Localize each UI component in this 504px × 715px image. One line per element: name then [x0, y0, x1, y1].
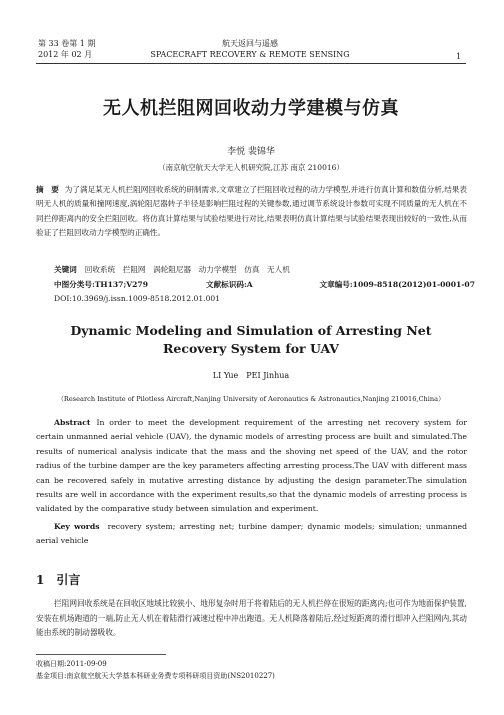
- journal-name-cn: 航天返回与遥感: [222, 39, 278, 48]
- paper-title-cn: 无人机拦阻网回收动力学建模与仿真: [103, 98, 399, 119]
- journal-name-en: SPACECRAFT RECOVERY & REMOTE SENSING: [150, 50, 350, 59]
- header-rule: [36, 63, 466, 64]
- journal-name: [130, 38, 370, 60]
- footnote-rule: [36, 654, 166, 655]
- intro-paragraph: 拦阻网回收系统是在回收区地域比较狭小、地形复杂时用于将着陆后的无人机拦停在很短的距离内;也可作为地面保护装置,安装在机场跑道的一端,防止无人机在着陆滑行减速过程中冲出跑道。无人机降落着陆后,经过短距离的滑行即冲入拦阻网内,其动能由系统的制动器吸收。: [36, 599, 467, 638]
- footnote-fund: 基金项目:南京航空航天大学基本科研业务费专项科研项目资助(NS2010227): [36, 672, 275, 680]
- keywords-text-en: recovery system; arresting net; turbine damper; dynamic models; simulation; unmanned aerial vehicle: [36, 522, 468, 546]
- authors-cn: 李悦 裴锦华: [227, 147, 275, 157]
- document-code: 文献标识码:A: [206, 280, 253, 289]
- keywords-text-cn: 回收系统 拦阻网 涡轮阻尼器 动力学模型 仿真 无人机: [84, 265, 290, 274]
- affiliation-en: （Research Institute of Pilotless Aircraft,Nanjing University of Aeronautics & Astronautics,Nanjing 210016,China）: [57, 395, 445, 403]
- footnote-received: 收稿日期:2011-09-09: [36, 660, 107, 668]
- keywords-en: [36, 520, 467, 549]
- classification-line: [54, 279, 475, 290]
- abstract-text-en: In order to meet the development requirement of the arresting net recovery system for certain unmanned aerial vehicle (UAV), the dynamic models of arresting process are built and simulated.The results of numerical analysis indicate that the mass and the shoving net speed of the UAV, and the rotor radius of the turbine damper are the key parameters affecting arresting process.The UAV with different mass can be recovered safely in mutative arresting distance by adjusting the design parameter.The simulation results are well in accordance with the experiment results,so that the dynamic models of arresting process is validated by the comparative study between simulation and experiment.: [36, 418, 467, 514]
- clc-number: 中图分类号:TH137;V279: [54, 280, 148, 289]
- abstract-cn: [36, 183, 467, 240]
- article-number: 文章编号:1009-8518(2012)01-0001-07: [319, 280, 475, 289]
- section-heading: 1 引言: [36, 573, 81, 587]
- keywords-label-cn: 关键词: [54, 265, 77, 274]
- keywords-cn: [54, 264, 474, 275]
- keywords-label-en: Key words: [54, 522, 100, 531]
- abstract-label-en: Abstract: [54, 418, 91, 427]
- issue-date: 2012 年 02 月: [38, 50, 93, 59]
- abstract-text-cn: 为了满足某无人机拦阻网回收系统的研制需求,文章建立了拦阻回收过程的动力学模型,并进行仿真计算和数值分析,结果表明无人机的质量和撞网速度,涡轮阻尼器转子半径是影响拦阻过程的关键参数,通过调节系统设计参数可实现不同质量的无人机在不同拦停距离内的安全拦阻回收。将仿真计算结果与试验结果进行对比,结果表明仿真计算结果与试验结果表现出较好的一致性,从而验证了拦阻回收动力学模型的正确性。: [36, 185, 467, 237]
- title-en-line2: Recovery System for UAV: [163, 341, 339, 356]
- authors-en: LI Yue PEI Jinhua: [212, 371, 290, 380]
- doi: DOI:10.3969/j.issn.1009-8518.2012.01.001: [54, 294, 221, 303]
- volume-issue: 第 33 卷第 1 期: [38, 39, 96, 48]
- journal-issue-info: [38, 38, 95, 60]
- affiliation-cn: （南京航空航天大学无人机研究院,江苏 南京 210016）: [158, 163, 344, 172]
- abstract-en: [36, 416, 467, 517]
- title-en-line1: Dynamic Modeling and Simulation of Arresting Net: [70, 323, 432, 338]
- abstract-label-cn: 摘 要: [36, 185, 59, 194]
- paper-title-en: [36, 322, 466, 358]
- page-number: 1: [456, 52, 462, 61]
